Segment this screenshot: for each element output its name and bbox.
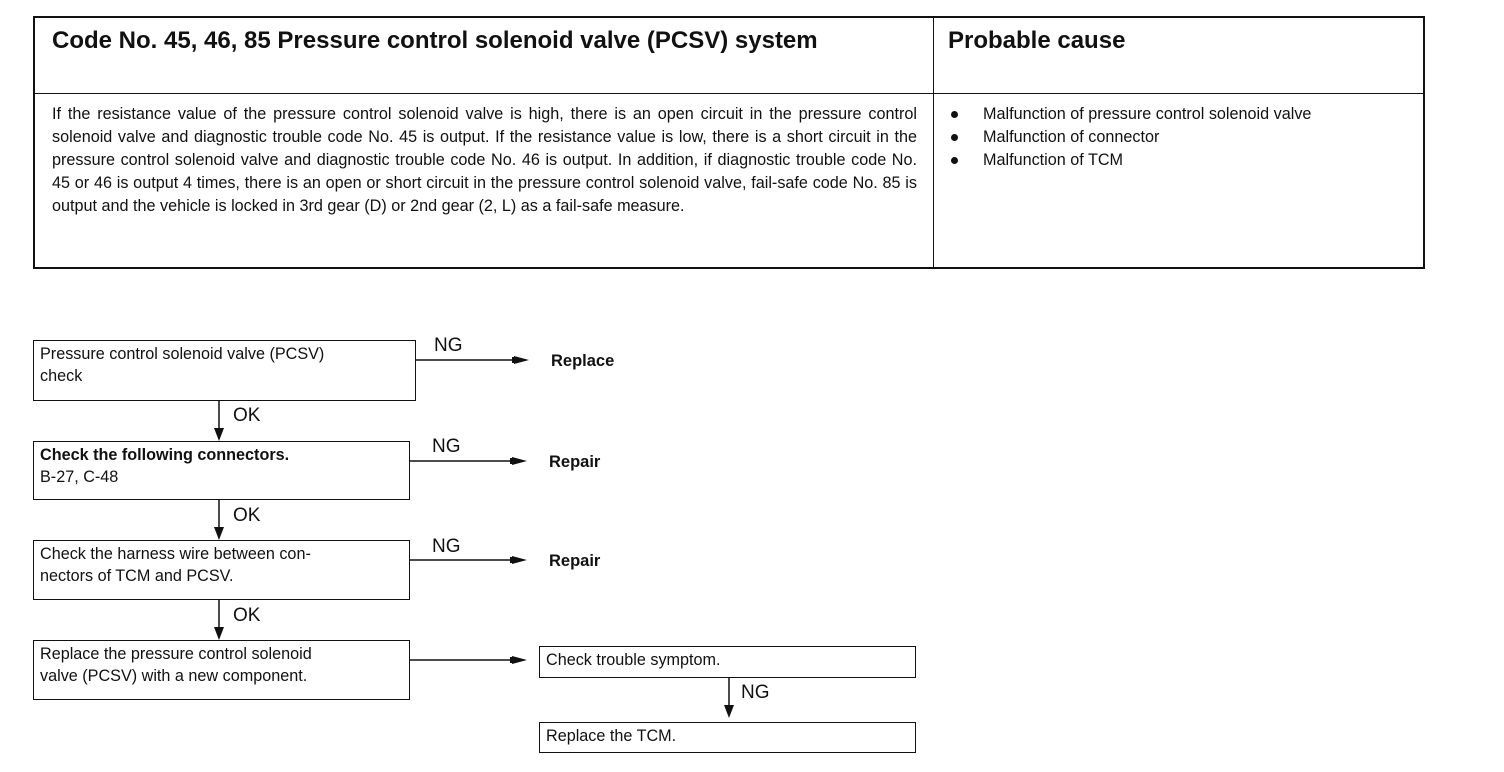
cause-item: Malfunction of connector <box>945 126 1311 149</box>
arrowhead-right-tail <box>510 657 516 663</box>
arrowhead-down <box>214 428 224 441</box>
arrowhead-down <box>214 527 224 540</box>
code-title: Code No. 45, 46, 85 Pressure control solenoid valve (PCSV) system <box>52 27 818 54</box>
step-check-connectors <box>33 441 410 500</box>
step-text-line: Replace the TCM. <box>546 727 677 745</box>
arrowhead-right-tail <box>510 458 516 464</box>
step-text-line: check <box>40 367 83 385</box>
step-text-line: Check trouble symptom. <box>546 651 721 669</box>
step-text-line: valve (PCSV) with a new component. <box>40 667 308 685</box>
step-text-line: nectors of TCM and PCSV. <box>40 567 234 585</box>
ng-label: NG <box>432 536 461 557</box>
arrowhead-down <box>214 627 224 640</box>
step-pcsv-check <box>33 340 416 401</box>
arrowhead-right-tail <box>512 357 518 363</box>
arrowhead-down <box>724 705 734 718</box>
result-repair: Repair <box>549 453 601 471</box>
step-text-line: Check the following connectors. <box>40 446 290 464</box>
ng-label: NG <box>432 436 461 457</box>
probable-cause-title: Probable cause <box>948 27 1126 54</box>
result-repair: Repair <box>549 552 601 570</box>
ng-label: NG <box>741 682 770 703</box>
step-text-line: Pressure control solenoid valve (PCSV) <box>40 345 325 363</box>
step-text-line: B-27, C-48 <box>40 468 119 486</box>
ok-label: OK <box>233 605 261 626</box>
cause-item: Malfunction of TCM <box>945 149 1311 172</box>
step-replace-pcsv <box>33 640 410 700</box>
step-check-trouble-symptom <box>539 646 916 678</box>
ok-label: OK <box>233 405 261 426</box>
arrowhead-right-tail <box>510 557 516 563</box>
result-replace: Replace <box>551 352 615 370</box>
ng-label: NG <box>434 335 463 356</box>
step-text-line: Replace the pressure control solenoid <box>40 645 312 663</box>
code-description: If the resistance value of the pressure control solenoid valve is high, there is an open circuit in the pressure control solenoid valve and diagnostic trouble code No. 45 is output. If the resistance value is low, there is a short circuit in the pressure control solenoid valve and diagnostic trouble code No. 46 is output. In addition, if diagnostic trouble code No. 45 or 46 is output 4 times, there is an open or short circuit in the pressure control solenoid valve, fail-safe code No. 85 is output and the vehicle is locked in 3rd gear (D) or 2nd gear (2, L) as a fail-safe measure. <box>52 105 917 215</box>
ok-label: OK <box>233 505 261 526</box>
step-text-line: Check the harness wire between con- <box>40 545 311 563</box>
step-replace-tcm <box>539 722 916 753</box>
step-check-harness <box>33 540 410 600</box>
cause-item: Malfunction of pressure control solenoid valve <box>945 103 1311 126</box>
